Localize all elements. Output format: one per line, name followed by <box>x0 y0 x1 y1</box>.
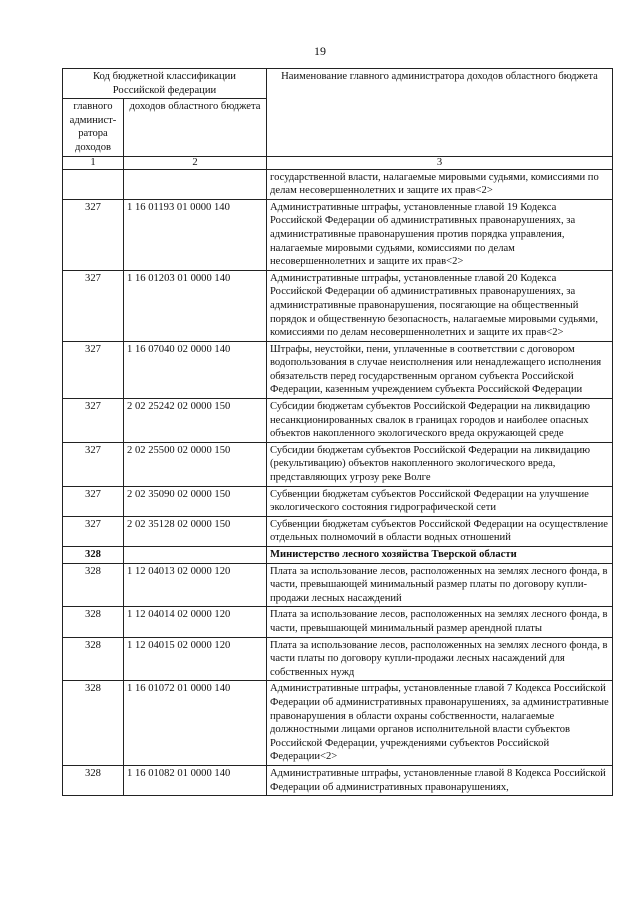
income-code: 1 16 01203 01 0000 140 <box>124 270 267 341</box>
description: Плата за использование лесов, расположенных на землях лесного фонда, в части платы по договору купли-продажи лесных насаждений для собственных нужд <box>267 637 613 681</box>
table-row <box>63 270 613 341</box>
table-body <box>63 169 613 796</box>
income-code: 2 02 25242 02 0000 150 <box>124 399 267 443</box>
admin-code <box>63 169 124 199</box>
income-code: 2 02 25500 02 0000 150 <box>124 442 267 486</box>
table-row <box>63 607 613 637</box>
admin-code: 327 <box>63 270 124 341</box>
table-row <box>63 199 613 270</box>
admin-code: 328 <box>63 681 124 766</box>
column-numbers-row <box>63 156 613 169</box>
income-code: 1 12 04015 02 0000 120 <box>124 637 267 681</box>
income-code: 1 16 07040 02 0000 140 <box>124 341 267 398</box>
description: Штрафы, неустойки, пени, уплаченные в соответствии с договором водопользования в случае неисполнения или ненадлежащего исполнения обязательств перед государственным органом субъекта Российской Федерации, казенным учреждением субъекта Российской Федерации <box>267 341 613 398</box>
table-row <box>63 486 613 516</box>
header-row-top <box>63 69 613 99</box>
table-row <box>63 516 613 546</box>
description: Административные штрафы, установленные главой 8 Кодекса Российской Федерации об административных правонарушениях, <box>267 765 613 795</box>
description: Субвенции бюджетам субъектов Российской Федерации на улучшение экологического состояния гидрографической сети <box>267 486 613 516</box>
admin-code: 327 <box>63 341 124 398</box>
budget-classification-table <box>62 68 613 796</box>
page-number: 19 <box>314 44 326 58</box>
column-number-1: 1 <box>63 156 124 169</box>
income-code: 1 12 04013 02 0000 120 <box>124 563 267 607</box>
admin-code: 328 <box>63 563 124 607</box>
table-row <box>63 563 613 607</box>
description: Плата за использование лесов, расположенных на землях лесного фонда, в части, превышающей минимальный размер платы по договору купли-продажи лесных насаждений <box>267 563 613 607</box>
column-number-3: 3 <box>267 156 613 169</box>
header-name: Наименование главного администратора доходов областного бюджета <box>267 69 613 157</box>
table-row <box>63 399 613 443</box>
admin-code: 327 <box>63 199 124 270</box>
description: Субсидии бюджетам субъектов Российской Федерации на ликвидацию (рекультивацию) объектов накопленного экологического вреда, представляющих угрозу реке Волге <box>267 442 613 486</box>
description: Административные штрафы, установленные главой 20 Кодекса Российской Федерации об административных правонарушениях, за административные правонарушения, посягающие на общественный порядок и общественную безопасность, налагаемые мировыми судьями, комиссиями по делам несовершеннолетних и защите их прав<2> <box>267 270 613 341</box>
table-row <box>63 169 613 199</box>
income-code: 1 12 04014 02 0000 120 <box>124 607 267 637</box>
table-row <box>63 442 613 486</box>
description: Субвенции бюджетам субъектов Российской Федерации на осуществление отдельных полномочий в области водных отношений <box>267 516 613 546</box>
income-code <box>124 547 267 564</box>
description: Административные штрафы, установленные главой 7 Кодекса Российской Федерации об административных правонарушениях, за административные правонарушения в области охраны собственности, налагаемые должностными лицами органов исполнительной власти субъектов Российской Федерации, учреждениями субъектов Российской Федерации<2> <box>267 681 613 766</box>
table-row <box>63 637 613 681</box>
header-kbk: Код бюджетной классификации Российской федерации <box>63 69 267 99</box>
admin-code: 328 <box>63 547 124 564</box>
admin-code: 328 <box>63 765 124 795</box>
admin-code: 327 <box>63 442 124 486</box>
admin-code: 328 <box>63 607 124 637</box>
column-number-2: 2 <box>124 156 267 169</box>
table-row <box>63 341 613 398</box>
header-income: доходов областного бюджета <box>124 99 267 156</box>
description: Субсидии бюджетам субъектов Российской Федерации на ликвидацию несанкционированных свалок в границах городов и наиболее опасных объектов накопленного экологического вреда окружающей среде <box>267 399 613 443</box>
income-code: 2 02 35128 02 0000 150 <box>124 516 267 546</box>
table-row <box>63 547 613 564</box>
admin-code: 327 <box>63 516 124 546</box>
description: Министерство лесного хозяйства Тверской области <box>267 547 613 564</box>
admin-code: 328 <box>63 637 124 681</box>
admin-code: 327 <box>63 399 124 443</box>
income-code: 1 16 01082 01 0000 140 <box>124 765 267 795</box>
table-row <box>63 765 613 795</box>
admin-code: 327 <box>63 486 124 516</box>
income-code: 1 16 01193 01 0000 140 <box>124 199 267 270</box>
table-row <box>63 681 613 766</box>
header-admin: главного админист-ратора доходов <box>63 99 124 156</box>
description: государственной власти, налагаемые мировыми судьями, комиссиями по делам несовершеннолетних и защите их прав<2> <box>267 169 613 199</box>
income-code: 2 02 35090 02 0000 150 <box>124 486 267 516</box>
description: Плата за использование лесов, расположенных на землях лесного фонда, в части, превышающей минимальный размер арендной платы <box>267 607 613 637</box>
income-code <box>124 169 267 199</box>
description: Административные штрафы, установленные главой 19 Кодекса Российской Федерации об административных правонарушениях, за административные правонарушения против порядка управления, налагаемые мировыми судьями, комиссиями по делам несовершеннолетних и защите их прав<2> <box>267 199 613 270</box>
income-code: 1 16 01072 01 0000 140 <box>124 681 267 766</box>
